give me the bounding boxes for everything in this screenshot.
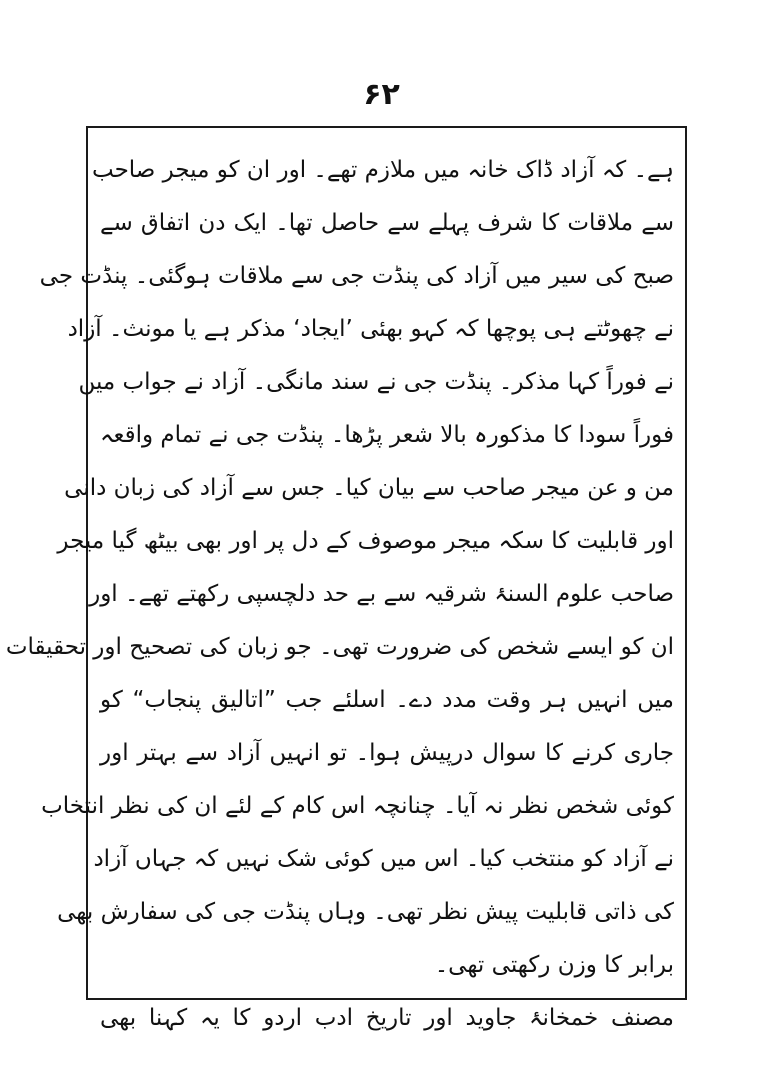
text-line: فوراً سودا کا مذکورہ بالا شعر پڑھا۔ پنڈت جی نے تمام واقعہ [100, 422, 674, 448]
text-line: کی ذاتی قابلیت پیش نظر تھی۔ وہاں پنڈت جی کی سفارش بھی [57, 899, 674, 925]
text-line: ہے۔ کہ آزاد ڈاک خانہ میں ملازم تھے۔ اور ان کو میجر صاحب [91, 157, 674, 183]
text-line: من و عن میجر صاحب سے بیان کیا۔ جس سے آزاد کی زبان دانی [64, 475, 674, 501]
text-line: سے ملاقات کا شرف پہلے سے حاصل تھا۔ ایک دن اتفاق سے [100, 210, 674, 236]
text-line: جاری کرنے کا سوال درپیش ہوا۔ تو انہیں آزاد سے بہتر اور [100, 740, 674, 766]
body-text [5, 144, 674, 1045]
text-line: صبح کی سیر میں آزاد کی پنڈت جی سے ملاقات ہوگئی۔ پنڈت جی [39, 263, 674, 289]
text-line: اور قابلیت کا سکہ میجر موصوف کے دل پر اور بھی بیٹھ گیا میجر [57, 528, 674, 554]
page-number: ۶۲ [363, 77, 400, 112]
text-line: نے آزاد کو منتخب کیا۔ اس میں کوئی شک نہیں کہ جہاں آزاد [93, 846, 674, 872]
text-line: نے فوراً کہا مذکر۔ پنڈت جی نے سند مانگی۔ آزاد نے جواب میں [78, 369, 674, 395]
text-line: نے چھوٹتے ہی پوچھا کہ کہو بھئی ’ایجاد‘ مذکر ہے یا مونث۔ آزاد [67, 316, 674, 342]
text-line: مصنف خمخانۂ جاوید اور تاریخ ادب اردو کا یہ کہنا بھی [100, 1005, 674, 1031]
text-line: صاحب علوم السنۂ شرقیہ سے بے حد دلچسپی رکھتے تھے۔ اور [89, 581, 674, 607]
text-line: کوئی شخص نظر نہ آیا۔ چنانچہ اس کام کے لئے ان کی نظر انتخاب [41, 793, 674, 819]
text-line: ان کو ایسے شخص کی ضرورت تھی۔ جو زبان کی تصحیح اور تحقیقات [5, 634, 674, 660]
text-line: میں انہیں ہر وقت مدد دے۔ اسلئے جب ”اتالیق پنجاب“ کو [100, 687, 674, 713]
text-line: برابر کا وزن رکھتی تھی۔ [434, 952, 674, 978]
